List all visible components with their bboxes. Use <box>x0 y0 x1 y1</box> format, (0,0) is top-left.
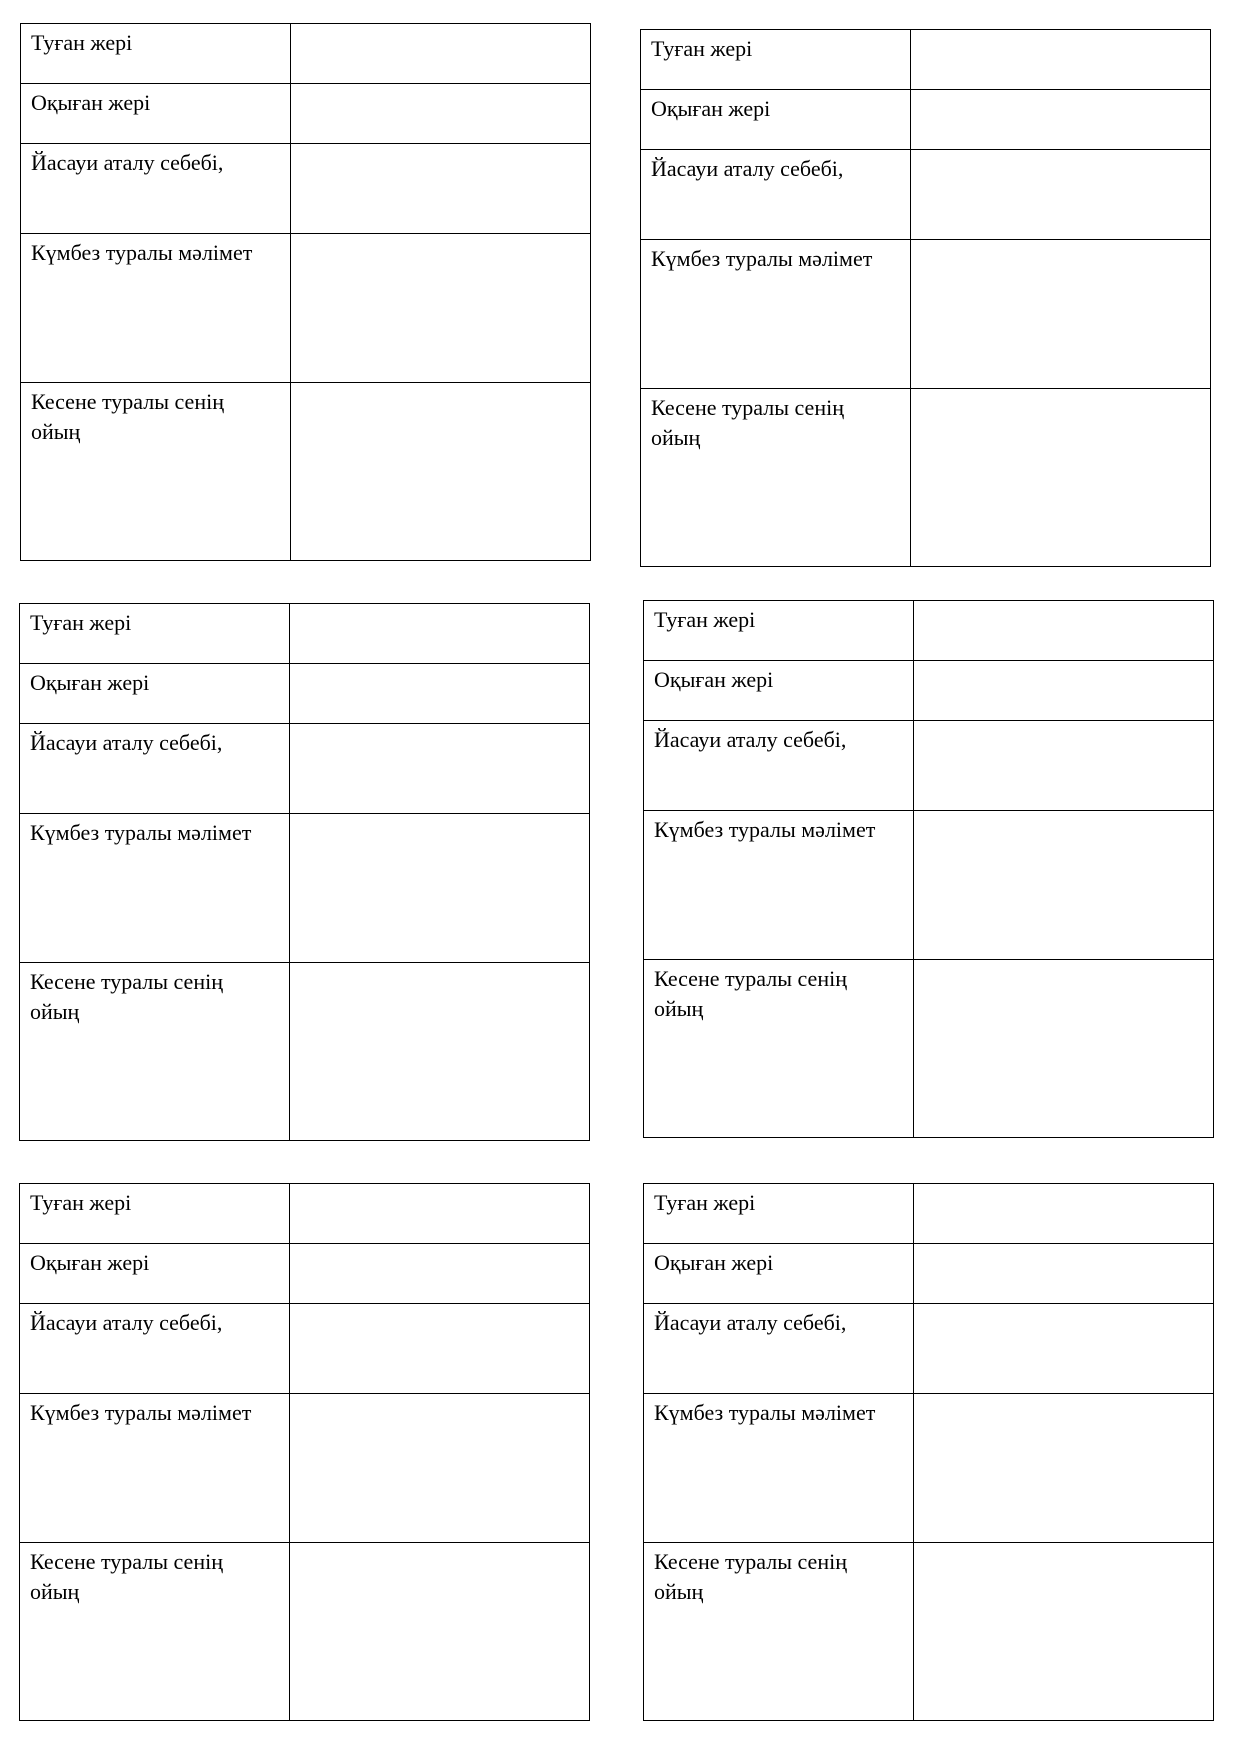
answer-cell-study-place[interactable] <box>290 664 590 724</box>
answer-cell-name-reason[interactable] <box>914 1304 1214 1394</box>
answer-cell-dome-info[interactable] <box>911 240 1211 389</box>
label-dome-info: Күмбез туралы мәлімет <box>21 234 291 383</box>
label-opinion: Кесене туралы сенің ойың <box>641 389 911 567</box>
answer-cell-birthplace[interactable] <box>290 1184 590 1244</box>
label-opinion: Кесене туралы сенің ойың <box>20 963 290 1141</box>
answer-cell-name-reason[interactable] <box>290 724 590 814</box>
info-card-4 <box>643 600 1214 1138</box>
label-study-place: Оқыған жері <box>644 1244 914 1304</box>
label-birthplace: Туған жері <box>21 24 291 84</box>
label-dome-info: Күмбез туралы мәлімет <box>644 1394 914 1543</box>
label-name-reason: Йасауи аталу себебі, <box>21 144 291 234</box>
answer-cell-dome-info[interactable] <box>914 811 1214 960</box>
answer-cell-study-place[interactable] <box>911 90 1211 150</box>
info-card-5 <box>19 1183 590 1721</box>
info-card-3 <box>19 603 590 1141</box>
label-name-reason: Йасауи аталу себебі, <box>20 1304 290 1394</box>
answer-cell-study-place[interactable] <box>914 1244 1214 1304</box>
answer-cell-opinion[interactable] <box>911 389 1211 567</box>
label-birthplace: Туған жері <box>644 1184 914 1244</box>
answer-cell-birthplace[interactable] <box>914 1184 1214 1244</box>
label-study-place: Оқыған жері <box>20 664 290 724</box>
answer-cell-dome-info[interactable] <box>914 1394 1214 1543</box>
label-study-place: Оқыған жері <box>641 90 911 150</box>
label-birthplace: Туған жері <box>20 1184 290 1244</box>
answer-cell-opinion[interactable] <box>290 1543 590 1721</box>
answer-cell-dome-info[interactable] <box>290 814 590 963</box>
label-dome-info: Күмбез туралы мәлімет <box>20 814 290 963</box>
answer-cell-opinion[interactable] <box>290 963 590 1141</box>
answer-cell-birthplace[interactable] <box>911 30 1211 90</box>
answer-cell-opinion[interactable] <box>914 960 1214 1138</box>
label-name-reason: Йасауи аталу себебі, <box>20 724 290 814</box>
label-name-reason: Йасауи аталу себебі, <box>641 150 911 240</box>
label-study-place: Оқыған жері <box>644 661 914 721</box>
answer-cell-birthplace[interactable] <box>914 601 1214 661</box>
label-name-reason: Йасауи аталу себебі, <box>644 721 914 811</box>
label-birthplace: Туған жері <box>644 601 914 661</box>
answer-cell-dome-info[interactable] <box>290 1394 590 1543</box>
label-birthplace: Туған жері <box>20 604 290 664</box>
answer-cell-name-reason[interactable] <box>290 1304 590 1394</box>
answer-cell-name-reason[interactable] <box>911 150 1211 240</box>
answer-cell-birthplace[interactable] <box>290 604 590 664</box>
label-birthplace: Туған жері <box>641 30 911 90</box>
label-opinion: Кесене туралы сенің ойың <box>644 1543 914 1721</box>
label-opinion: Кесене туралы сенің ойың <box>20 1543 290 1721</box>
label-name-reason: Йасауи аталу себебі, <box>644 1304 914 1394</box>
answer-cell-study-place[interactable] <box>290 1244 590 1304</box>
info-card-1 <box>20 23 591 561</box>
answer-cell-name-reason[interactable] <box>914 721 1214 811</box>
label-study-place: Оқыған жері <box>21 84 291 144</box>
label-opinion: Кесене туралы сенің ойың <box>21 383 291 561</box>
info-card-2 <box>640 29 1211 567</box>
answer-cell-dome-info[interactable] <box>291 234 591 383</box>
answer-cell-opinion[interactable] <box>914 1543 1214 1721</box>
answer-cell-name-reason[interactable] <box>291 144 591 234</box>
answer-cell-opinion[interactable] <box>291 383 591 561</box>
label-dome-info: Күмбез туралы мәлімет <box>644 811 914 960</box>
answer-cell-study-place[interactable] <box>291 84 591 144</box>
label-study-place: Оқыған жері <box>20 1244 290 1304</box>
info-card-6 <box>643 1183 1214 1721</box>
label-opinion: Кесене туралы сенің ойың <box>644 960 914 1138</box>
answer-cell-birthplace[interactable] <box>291 24 591 84</box>
answer-cell-study-place[interactable] <box>914 661 1214 721</box>
label-dome-info: Күмбез туралы мәлімет <box>641 240 911 389</box>
label-dome-info: Күмбез туралы мәлімет <box>20 1394 290 1543</box>
